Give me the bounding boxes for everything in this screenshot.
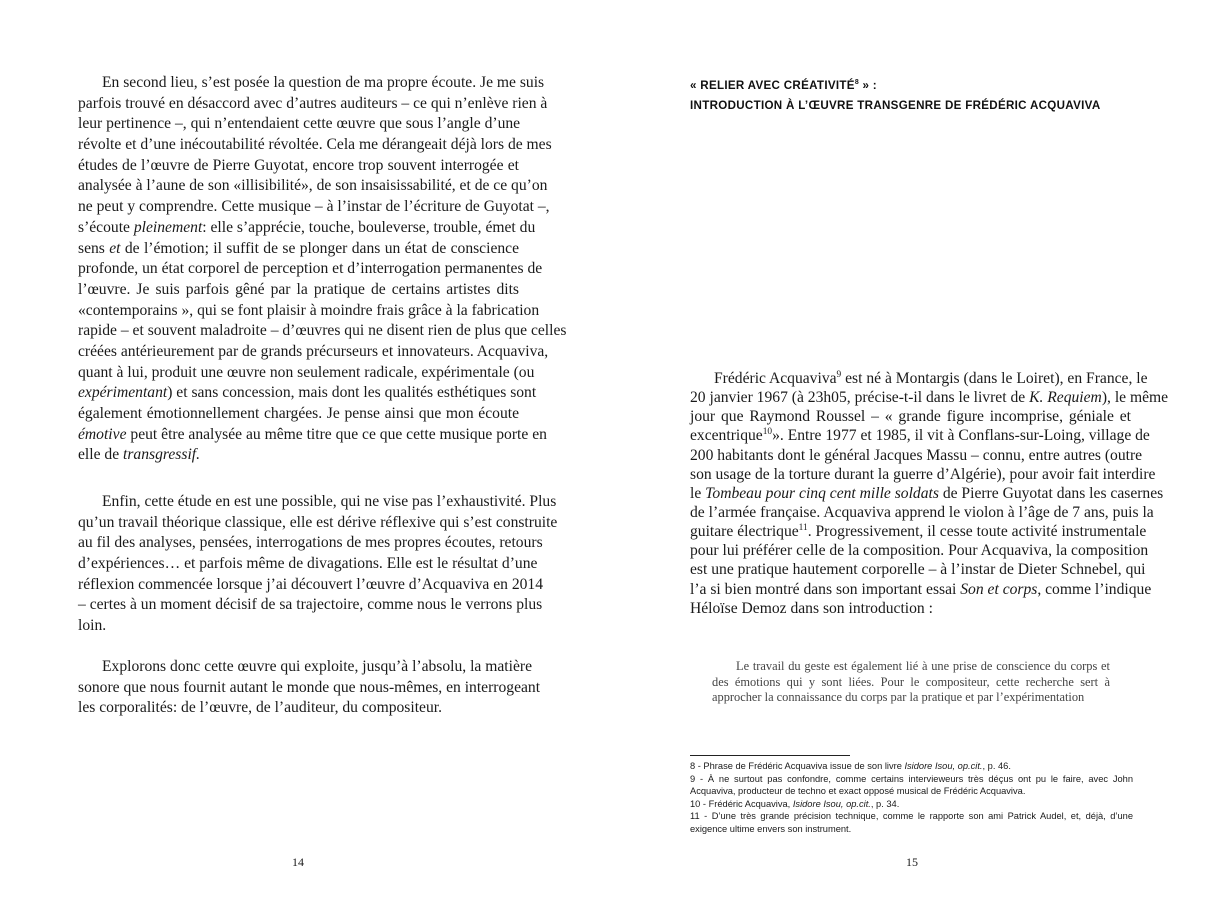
text-run: l’œuvre. Je suis parfois gêné par la pratique de certains artistes dits: [78, 280, 519, 298]
footnote-ref: 9: [836, 369, 842, 380]
text-run: est né à Montargis (dans le Loiret), en France, le: [841, 370, 1148, 387]
text-line: [78, 239, 519, 260]
text-run: 200 habitants dont le général Jacques Massu – connu, entre autres (outre: [690, 446, 1143, 464]
footnote-line: [690, 773, 1133, 786]
text-line: [78, 94, 548, 115]
footnote-line: [690, 760, 1133, 773]
text-line: [712, 675, 1110, 691]
heading-text-end: » :: [858, 79, 877, 92]
text-run: pour lui préférer celle de la composition. Pour Acquaviva, la composition: [690, 542, 1149, 560]
text-line: [78, 135, 552, 156]
text-run: 9 - À ne surtout pas confondre, comme certains intervieweurs très déçus ont pu le faire, avec John: [690, 773, 1133, 784]
text-line: [690, 388, 1169, 407]
text-run: elle de: [78, 446, 124, 464]
text-run: quant à lui, produit une œuvre non seulement radicale, expérimentale (ou: [78, 363, 535, 381]
text-run: parfois trouvé en désaccord avec d’autres auditeurs – ce qui n’enlève rien à: [78, 94, 548, 112]
text-line: [78, 363, 535, 384]
text-run: En second lieu, s’est posée la question de ma propre écoute. Je me suis: [102, 74, 545, 91]
text-run: également émotionnellement chargées. Je pense ainsi que mon écoute: [78, 405, 519, 422]
text-run: les corporalités: de l’œuvre, de l’auditeur, du compositeur.: [78, 699, 442, 717]
italic-run: émotive: [78, 425, 127, 443]
text-line: [78, 513, 558, 534]
text-run: révolte et d’une inécoutabilité révoltée. Cela me dérangeait déjà lors de mes: [78, 136, 552, 154]
footnote-line: [690, 810, 1133, 823]
text-line: [78, 383, 537, 404]
text-line: [712, 690, 1110, 706]
italic-run: Son et corps: [960, 580, 1038, 598]
text-run: études de l’œuvre de Pierre Guyotat, encore trop souvent interrogée et: [78, 156, 519, 174]
text-run: de l’armée française. Acquaviva apprend le violon à l’âge de 7 ans, puis la: [690, 503, 1154, 521]
text-line: [690, 522, 1147, 541]
text-run: son usage de la torture durant la guerre d’Algérie), pour avoir fait interdire: [690, 465, 1156, 483]
heading-text: « RELIER AVEC CRÉATIVITÉ: [690, 79, 855, 92]
text-line: [690, 407, 1131, 426]
body-paragraph: [690, 369, 1169, 618]
text-run: d’expériences… et parfois même de divagations. Elle est le résultat d’une: [78, 555, 538, 573]
footnote-ref: 11: [798, 522, 808, 533]
italic-run: transgressif.: [123, 446, 201, 464]
text-line: [78, 218, 536, 239]
text-line: [78, 156, 519, 177]
footnote-line: [690, 785, 1133, 798]
text-line: [78, 445, 519, 466]
text-line: [690, 369, 1148, 388]
block-quote: [712, 659, 1110, 706]
italic-run: K. Requiem: [1029, 389, 1102, 407]
text-run: excentrique: [690, 427, 763, 445]
text-run: ), le même: [1101, 389, 1169, 407]
text-run: sonore que nous fournit autant le monde que nous-mêmes, en interrogeant: [78, 678, 541, 696]
text-run: , comme l’indique: [1037, 580, 1152, 598]
text-line: [78, 321, 567, 342]
text-run: s’écoute: [78, 218, 134, 236]
text-run: Acquaviva, producteur de techno et exact opposé musical de Frédéric Acquaviva.: [690, 786, 1026, 797]
text-run: 20 janvier 1967 (à 23h05, précise-t-il dans le livret de: [690, 389, 1030, 407]
text-run: Enfin, cette étude en est une possible, qui ne vise pas l’exhaustivité. Plus: [102, 493, 557, 510]
page-number: 15: [906, 855, 918, 869]
italic-run: et: [109, 239, 121, 257]
text-run: «contemporains », qui se font plaisir à moindre frais grâce à la fabrication: [78, 301, 540, 319]
text-run: 10 - Frédéric Acquaviva,: [690, 798, 793, 809]
text-line: [78, 342, 549, 363]
text-run: guitare électrique: [690, 523, 799, 541]
body-paragraph: [78, 657, 541, 719]
text-run: de l’émotion; il suffit de se plonger dans un état de conscience: [120, 239, 520, 257]
text-line: [78, 280, 519, 301]
text-line: [78, 259, 543, 280]
text-run: créées antérieurement par de grands précurseurs et innovateurs. Acquaviva,: [78, 342, 549, 360]
italic-run: Isidore Isou, op.cit.: [904, 761, 983, 771]
text-run: est une pratique hautement corporelle – à l’instar de Dieter Schnebel, qui: [690, 561, 1146, 579]
text-line: [78, 425, 547, 446]
text-line: [690, 426, 1150, 445]
text-run: : elle s’apprécie, touche, bouleverse, trouble, émet du: [202, 218, 536, 236]
text-run: l’a si bien montré dans son important essai: [690, 580, 961, 598]
text-line: [78, 176, 548, 197]
text-line: [78, 698, 519, 719]
text-run: au fil des analyses, pensées, interrogations de mes propres écoutes, retours: [78, 534, 543, 552]
footnotes: [690, 760, 1133, 836]
text-run: approcher la connaissance du corps par la pratique et par l’expérimentation: [712, 690, 1085, 705]
text-line: [78, 616, 519, 637]
text-run: qu’un travail théorique classique, elle est dérive réflexive qui s’est construite: [78, 513, 558, 531]
text-line: [712, 659, 1110, 675]
text-run: Héloïse Demoz dans son introduction :: [690, 599, 933, 617]
body-paragraph: [78, 73, 567, 466]
text-run: 11 - D’une très grande précision technique, comme le rapporte son ami Patrick Audel, et, déjà, d’une: [690, 811, 1133, 822]
italic-run: Isidore Isou, op.cit.: [792, 798, 871, 809]
text-line: [690, 599, 1131, 618]
text-line: [78, 197, 550, 218]
text-run: peut être analysée au même titre que ce que cette musique porte en: [126, 425, 547, 443]
text-line: [78, 554, 538, 575]
text-line: [690, 465, 1156, 484]
footnote-separator: [690, 755, 850, 756]
text-run: le: [690, 484, 706, 502]
text-run: rapide – et souvent maladroite – d’œuvres qui ne disent rien de plus que celles: [78, 322, 567, 340]
footnote-ref: 10: [762, 427, 773, 438]
text-run: profonde, un état corporel de perception et d’interrogation permanentes de: [78, 260, 543, 278]
italic-run: expérimentant: [78, 384, 168, 402]
text-run: Le travail du geste est également lié à une prise de conscience du corps et: [736, 659, 1110, 673]
chapter-heading-line-2: INTRODUCTION À L’ŒUVRE TRANSGENRE DE FRÉDÉRIC ACQUAVIVA: [690, 99, 1101, 112]
text-run: 8 - Phrase de Frédéric Acquaviva issue de son livre: [690, 761, 905, 771]
text-line: [78, 73, 545, 94]
text-run: , p. 34.: [870, 798, 900, 809]
text-line: [78, 114, 519, 135]
text-line: [78, 657, 533, 678]
text-line: [78, 575, 544, 596]
text-run: , p. 46.: [982, 761, 1011, 771]
body-paragraph: [78, 492, 558, 637]
text-line: [690, 446, 1143, 465]
footnote-line: [690, 798, 1133, 811]
text-line: [78, 533, 543, 554]
text-line: [78, 678, 541, 699]
chapter-heading-line-1: [690, 79, 877, 92]
text-run: exigence ultime envers son instrument.: [690, 823, 852, 834]
text-run: analysée à l’aune de son «illisibilité», de son insaisissabilité, et de ce qu’on: [78, 177, 548, 195]
text-run: . Progressivement, il cesse toute activité instrumentale: [807, 523, 1147, 541]
text-run: réflexion commencée lorsque j’ai découvert l’œuvre d’Acquaviva en 2014: [78, 575, 544, 593]
text-run: des émotions qui y sont liées. Pour le compositeur, cette recherche sert à: [712, 674, 1110, 689]
text-run: leur pertinence –, qui n’entendaient cette œuvre que sous l’angle d’une: [78, 115, 521, 133]
text-run: Explorons donc cette œuvre qui exploite, jusqu’à l’absolu, la matière: [102, 658, 533, 675]
text-run: loin.: [78, 617, 107, 635]
text-run: jour que Raymond Roussel – « grande figure incomprise, géniale et: [690, 408, 1131, 426]
text-run: Frédéric Acquaviva: [714, 370, 837, 387]
footnote-ref: 8: [854, 79, 859, 87]
text-line: [690, 580, 1152, 599]
text-line: [690, 560, 1146, 579]
text-run: ne peut y comprendre. Cette musique – à l’instar de l’écriture de Guyotat –,: [78, 198, 550, 216]
text-line: [690, 484, 1164, 503]
text-line: [78, 404, 519, 425]
text-line: [690, 503, 1154, 522]
text-line: [78, 492, 557, 513]
footnote-line: [690, 823, 1133, 836]
text-run: ) et sans concession, mais dont les qualités esthétiques sont: [167, 384, 537, 402]
text-run: sens: [78, 239, 110, 257]
right-page: [604, 0, 1208, 912]
text-line: [690, 541, 1149, 560]
italic-run: Tombeau pour cinq cent mille soldats: [705, 484, 939, 502]
text-run: ». Entre 1977 et 1985, il vit à Conflans-sur-Loing, village de: [772, 427, 1150, 445]
text-run: – certes à un moment décisif de sa trajectoire, comme nous le verrons plus: [78, 596, 543, 614]
text-run: de Pierre Guyotat dans les casernes: [938, 484, 1164, 502]
page-number: 14: [292, 855, 304, 869]
text-line: [78, 595, 543, 616]
italic-run: pleinement: [133, 218, 203, 236]
text-line: [78, 301, 540, 322]
